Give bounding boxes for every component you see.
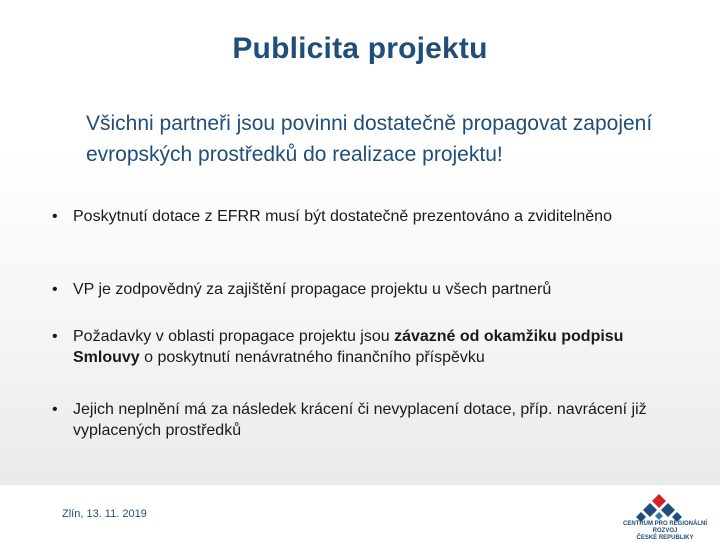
bullet-dot: • — [52, 328, 58, 345]
bullet-item — [52, 279, 682, 300]
bullet-text: Jejich neplnění má za následek krácení či nevyplacení dotace, příp. navrácení již vyplacených prostředků — [73, 401, 647, 439]
slide-title: Publicita projektu — [232, 32, 488, 65]
bullet-item — [52, 326, 682, 368]
bullet-item — [52, 206, 682, 227]
footer-date: Zlín, 13. 11. 2019 — [62, 508, 147, 520]
logo-text-line1: CENTRUM PRO REGIONÁLNÍ ROZVOJ — [623, 521, 707, 534]
bullet-text: VP je zodpovědný za zajištění propagace projektu u všech partnerů — [73, 281, 552, 298]
bullet-text: Poskytnutí dotace z EFRR musí být dostatečně prezentováno a zviditelněno — [73, 208, 612, 225]
bullet-dot: • — [52, 281, 58, 298]
bullet-text-post: o poskytnutí nenávratného finančního příspěvku — [139, 349, 485, 366]
bullet-dot: • — [52, 208, 58, 225]
logo-text — [612, 521, 718, 542]
logo-text-line2: ČESKÉ REPUBLIKY — [636, 535, 694, 541]
bullet-item — [52, 399, 682, 441]
bullet-dot: • — [52, 401, 58, 418]
intro-text: Všichni partneři jsou povinni dostatečně propagovat zapojení evropských prostředků do realizace projektu! — [86, 112, 653, 166]
bullet-text-pre: Požadavky v oblasti propagace projektu jsou — [73, 328, 395, 345]
bullet-text-bold: závazné od okamžiku podpisu Smlouvy — [73, 328, 624, 366]
